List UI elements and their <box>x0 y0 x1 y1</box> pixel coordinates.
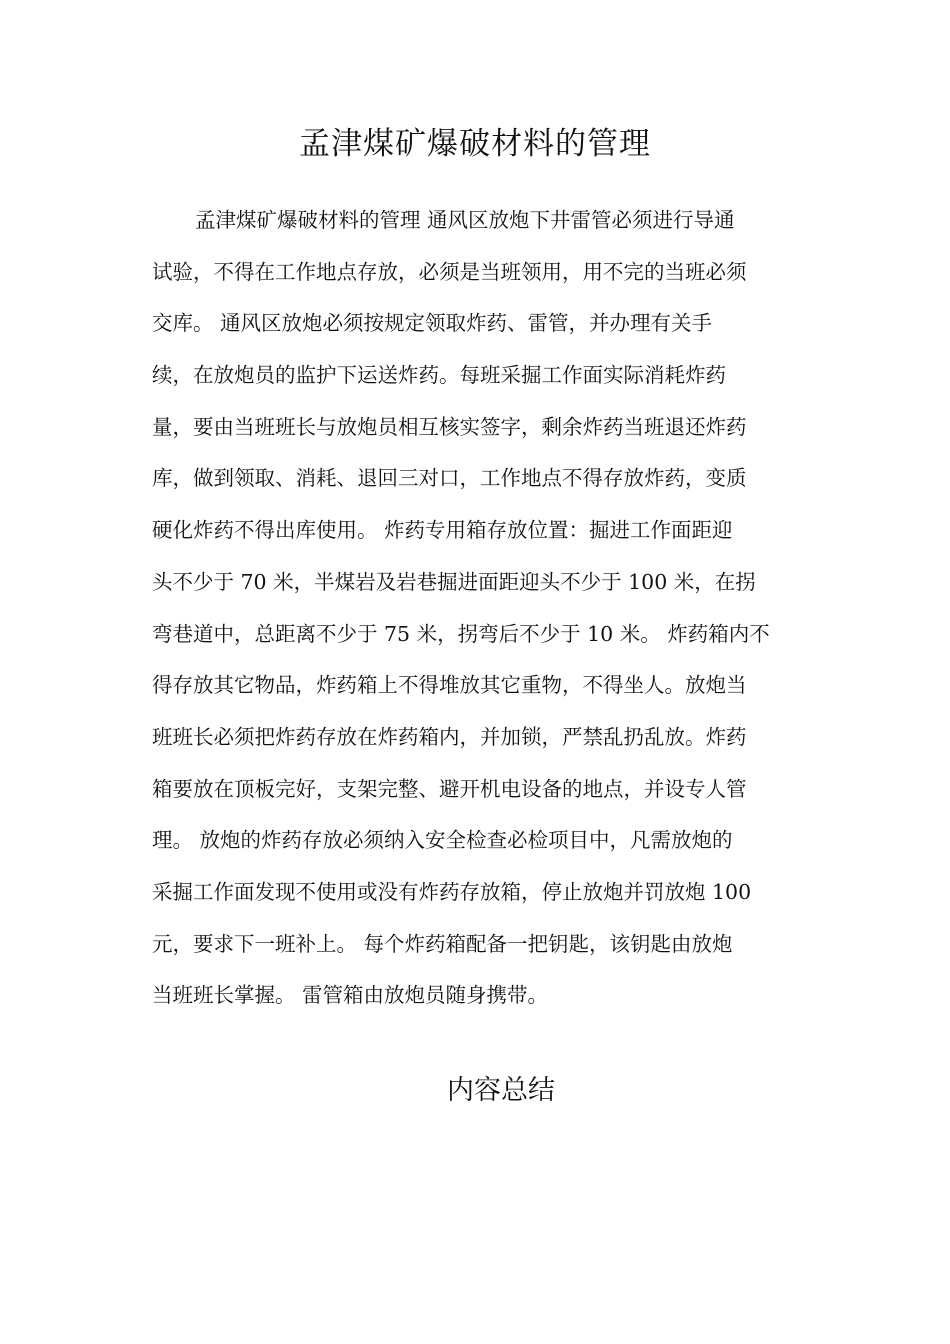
body-line: 试验，不得在工作地点存放，必须是当班领用，用不完的当班必须 <box>152 259 747 284</box>
body-text <box>152 195 812 1022</box>
body-line: 箱要放在顶板完好，支架完整、避开机电设备的地点，并设专人管 <box>152 776 747 801</box>
summary-heading: 内容总结 <box>447 1075 555 1106</box>
body-line: 硬化炸药不得出库使用。 炸药专用箱存放位置：掘进工作面距迎 <box>152 518 733 543</box>
document-title: 孟津煤矿爆破材料的管理 <box>299 126 651 162</box>
body-line: 理。 放炮的炸药存放必须纳入安全检查必检项目中，凡需放炮的 <box>152 828 733 853</box>
body-line: 得存放其它物品，炸药箱上不得堆放其它重物，不得坐人。放炮当 <box>152 673 747 698</box>
body-line: 元，要求下一班补上。 每个炸药箱配备一把钥匙，该钥匙由放炮 <box>152 931 733 956</box>
body-line: 弯巷道中，总距离不少于 75 米，拐弯后不少于 10 米。 炸药箱内不 <box>152 621 770 646</box>
body-line: 采掘工作面发现不使用或没有炸药存放箱，停止放炮并罚放炮 100 <box>152 879 752 904</box>
body-line: 当班班长掌握。 雷管箱由放炮员随身携带。 <box>152 983 549 1008</box>
body-line: 量，要由当班班长与放炮员相互核实签字，剩余炸药当班退还炸药 <box>152 414 747 439</box>
body-line: 头不少于 70 米，半煤岩及岩巷掘进面距迎头不少于 100 米，在拐 <box>152 569 756 594</box>
body-line: 班班长必须把炸药存放在炸药箱内，并加锁，严禁乱扔乱放。炸药 <box>152 724 747 749</box>
body-line: 库，做到领取、消耗、退回三对口，工作地点不得存放炸药，变质 <box>152 466 747 491</box>
body-line: 孟津煤矿爆破材料的管理 通风区放炮下井雷管必须进行导通 <box>195 208 735 232</box>
body-line: 续，在放炮员的监护下运送炸药。每班采掘工作面实际消耗炸药 <box>152 363 726 388</box>
body-line: 交库。 通风区放炮必须按规定领取炸药、雷管，并办理有关手 <box>152 311 713 336</box>
